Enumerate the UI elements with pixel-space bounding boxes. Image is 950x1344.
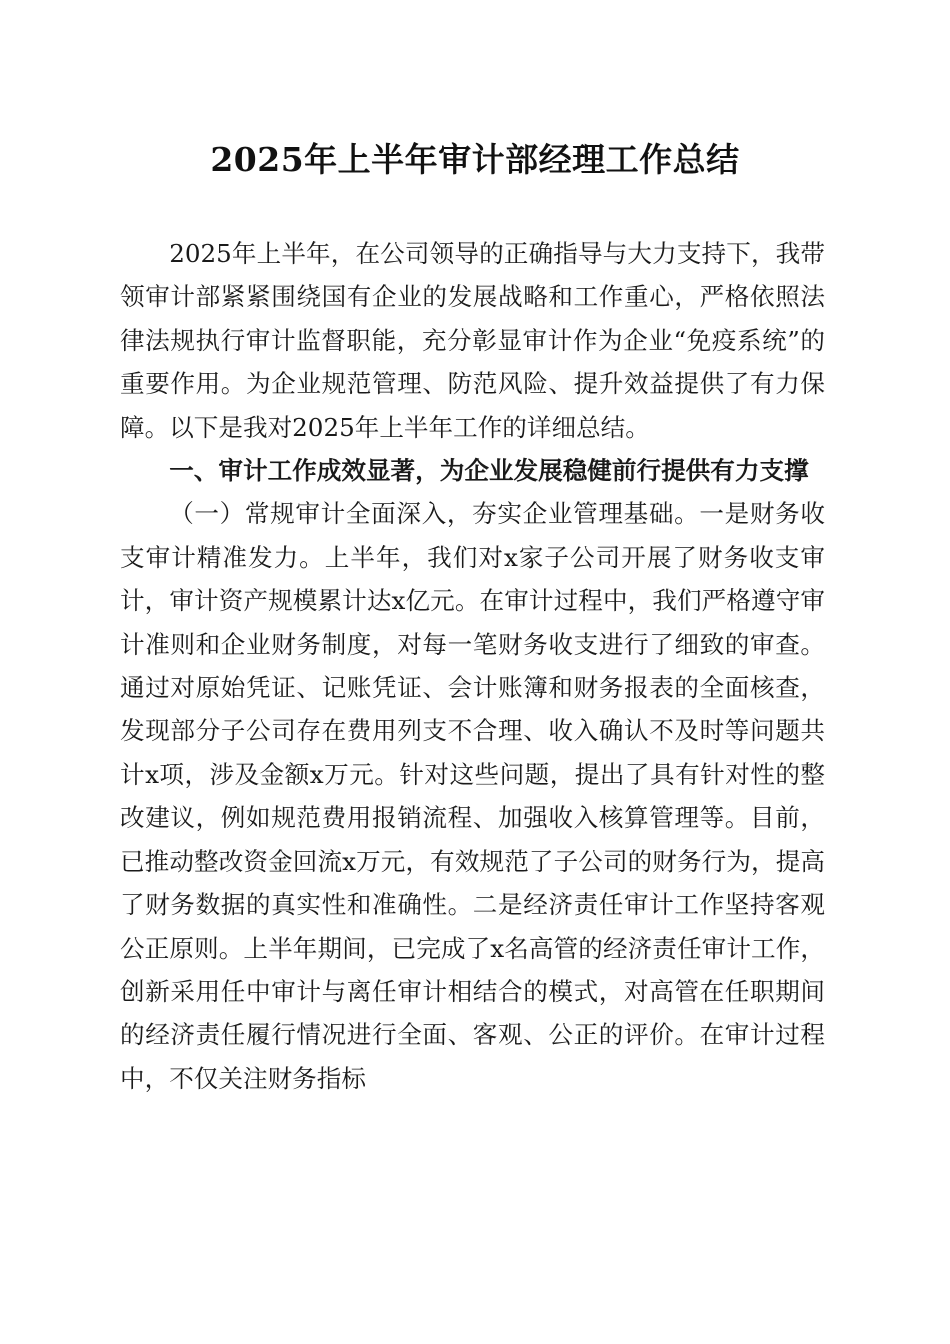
document-title: 2025年上半年审计部经理工作总结: [210, 140, 740, 179]
section-heading: 一、审计工作成效显著，为企业发展稳健前行提供有力支撑: [169, 456, 809, 486]
body-paragraph: （一）常规审计全面深入，夯实企业管理基础。一是财务收支审计精准发力。上半年，我们对x家子公司开展了财务收支审计，审计资产规模累计达x亿元。在审计过程中，我们严格遵守审计准则和企业财务制度，对每一笔财务收支进行了细致的审查。通过对原始凭证、记账凭证、会计账簿和财务报表的全面核查，发现部分子公司存在费用列支不合理、收入确认不及时等问题共计x项，涉及金额x万元。针对这些问题，提出了具有针对性的整改建议，例如规范费用报销流程、加强收入核算管理等。目前，已推动整改资金回流x万元，有效规范了子公司的财务行为，提高了财务数据的真实性和准确性。二是经济责任审计工作坚持客观公正原则。上半年期间，已完成了x名高管的经济责任审计工作，创新采用任中审计与离任审计相结合的模式，对高管在任职期间的经济责任履行情况进行全面、客观、公正的评价。在审计过程中，不仅关注财务指标: [120, 499, 825, 1093]
document-body: [120, 232, 825, 1100]
intro-paragraph: 2025年上半年，在公司领导的正确指导与大力支持下，我带领审计部紧紧围绕国有企业的发展战略和工作重心，严格依照法律法规执行审计监督职能，充分彰显审计作为企业“免疫系统”的重要作用。为企业规范管理、防范风险、提升效益提供了有力保障。以下是我对2025年上半年工作的详细总结。: [120, 239, 825, 442]
